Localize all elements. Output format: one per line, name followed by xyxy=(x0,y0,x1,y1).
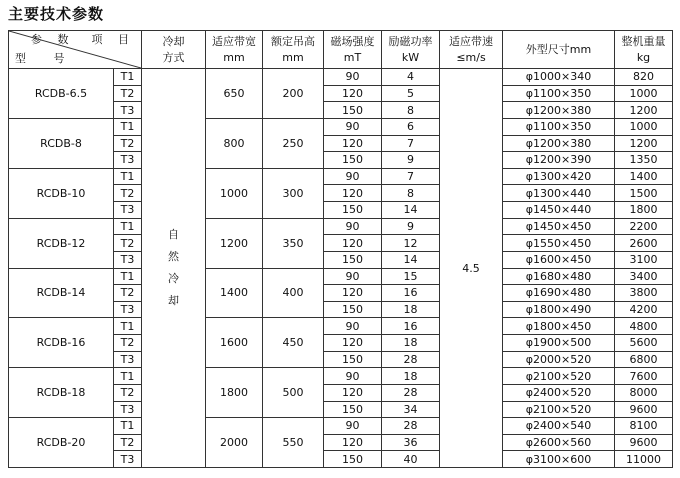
field-strength-cell: 90 xyxy=(324,268,382,285)
grade-cell: T2 xyxy=(114,434,142,451)
weight-cell: 4200 xyxy=(615,301,673,318)
grade-cell: T2 xyxy=(114,85,142,102)
header-dimensions: 外型尺寸mm xyxy=(503,31,615,69)
power-cell: 40 xyxy=(382,451,440,468)
cooling-char: 冷 xyxy=(168,272,179,285)
field-strength-cell: 120 xyxy=(324,285,382,302)
field-strength-cell: 90 xyxy=(324,318,382,335)
field-strength-cell: 150 xyxy=(324,451,382,468)
grade-cell: T3 xyxy=(114,401,142,418)
dimension-cell: φ2100×520 xyxy=(503,401,615,418)
field-strength-cell: 90 xyxy=(324,118,382,135)
dimension-cell: φ1000×340 xyxy=(503,69,615,86)
field-strength-cell: 150 xyxy=(324,351,382,368)
power-cell: 9 xyxy=(382,218,440,235)
dimension-cell: φ1800×490 xyxy=(503,301,615,318)
table-row xyxy=(9,218,673,235)
header-field-strength: 磁场强度 mT xyxy=(324,31,382,69)
dimension-cell: φ1300×440 xyxy=(503,185,615,202)
dimension-cell: φ1600×450 xyxy=(503,251,615,268)
field-strength-cell: 90 xyxy=(324,69,382,86)
power-cell: 18 xyxy=(382,301,440,318)
dimension-cell: φ1200×380 xyxy=(503,102,615,119)
dimension-cell: φ3100×600 xyxy=(503,451,615,468)
page-title: 主要技术参数 xyxy=(8,5,105,23)
grade-cell: T1 xyxy=(114,118,142,135)
table-row xyxy=(9,69,673,86)
belt-width-cell: 800 xyxy=(206,118,263,168)
weight-cell: 2600 xyxy=(615,235,673,252)
grade-cell: T2 xyxy=(114,335,142,352)
model-name: RCDB-8 xyxy=(9,118,114,168)
power-cell: 36 xyxy=(382,434,440,451)
power-cell: 5 xyxy=(382,85,440,102)
weight-cell: 1800 xyxy=(615,202,673,219)
model-name: RCDB-10 xyxy=(9,168,114,218)
power-cell: 18 xyxy=(382,368,440,385)
header-params: 参 数 xyxy=(31,33,75,46)
power-cell: 8 xyxy=(382,102,440,119)
weight-cell: 1350 xyxy=(615,152,673,169)
power-cell: 16 xyxy=(382,318,440,335)
table-row xyxy=(9,368,673,385)
grade-cell: T3 xyxy=(114,451,142,468)
table-row xyxy=(9,118,673,135)
model-name: RCDB-6.5 xyxy=(9,69,114,119)
field-strength-cell: 120 xyxy=(324,384,382,401)
table-row xyxy=(9,268,673,285)
field-strength-cell: 120 xyxy=(324,335,382,352)
grade-cell: T1 xyxy=(114,268,142,285)
field-strength-cell: 90 xyxy=(324,168,382,185)
field-strength-cell: 90 xyxy=(324,218,382,235)
grade-cell: T2 xyxy=(114,384,142,401)
grade-cell: T1 xyxy=(114,168,142,185)
grade-cell: T2 xyxy=(114,235,142,252)
power-cell: 7 xyxy=(382,168,440,185)
header-model: 型 号 xyxy=(15,52,77,65)
field-strength-cell: 150 xyxy=(324,152,382,169)
weight-cell: 1000 xyxy=(615,118,673,135)
header-cooling: 冷却 方式 xyxy=(142,31,206,69)
weight-cell: 9600 xyxy=(615,434,673,451)
dimension-cell: φ2100×520 xyxy=(503,368,615,385)
table-row xyxy=(9,418,673,435)
belt-width-cell: 1800 xyxy=(206,368,263,418)
lift-height-cell: 200 xyxy=(263,69,324,119)
grade-cell: T3 xyxy=(114,301,142,318)
weight-cell: 8100 xyxy=(615,418,673,435)
power-cell: 28 xyxy=(382,351,440,368)
field-strength-cell: 120 xyxy=(324,85,382,102)
grade-cell: T3 xyxy=(114,351,142,368)
grade-cell: T2 xyxy=(114,185,142,202)
grade-cell: T1 xyxy=(114,368,142,385)
lift-height-cell: 250 xyxy=(263,118,324,168)
power-cell: 14 xyxy=(382,202,440,219)
cooling-char: 然 xyxy=(168,250,179,263)
header-power: 励磁功率 kW xyxy=(382,31,440,69)
dimension-cell: φ2000×520 xyxy=(503,351,615,368)
weight-cell: 1000 xyxy=(615,85,673,102)
weight-cell: 6800 xyxy=(615,351,673,368)
dimension-cell: φ1550×450 xyxy=(503,235,615,252)
lift-height-cell: 400 xyxy=(263,268,324,318)
weight-cell: 8000 xyxy=(615,384,673,401)
grade-cell: T3 xyxy=(114,202,142,219)
table-row xyxy=(9,168,673,185)
weight-cell: 820 xyxy=(615,69,673,86)
belt-speed-cell: 4.5 xyxy=(440,69,503,468)
header-row xyxy=(9,31,673,69)
power-cell: 9 xyxy=(382,152,440,169)
grade-cell: T1 xyxy=(114,418,142,435)
weight-cell: 1500 xyxy=(615,185,673,202)
power-cell: 16 xyxy=(382,285,440,302)
cooling-char: 自 xyxy=(168,228,179,241)
header-items: 项 目 xyxy=(91,33,135,46)
dimension-cell: φ1450×450 xyxy=(503,218,615,235)
spec-table xyxy=(8,30,673,468)
dimension-cell: φ1680×480 xyxy=(503,268,615,285)
dimension-cell: φ1300×420 xyxy=(503,168,615,185)
header-weight: 整机重量 kg xyxy=(615,31,673,69)
power-cell: 18 xyxy=(382,335,440,352)
weight-cell: 2200 xyxy=(615,218,673,235)
belt-width-cell: 1400 xyxy=(206,268,263,318)
power-cell: 7 xyxy=(382,135,440,152)
weight-cell: 1200 xyxy=(615,135,673,152)
model-name: RCDB-16 xyxy=(9,318,114,368)
model-name: RCDB-14 xyxy=(9,268,114,318)
field-strength-cell: 150 xyxy=(324,102,382,119)
weight-cell: 4800 xyxy=(615,318,673,335)
dimension-cell: φ1100×350 xyxy=(503,118,615,135)
belt-width-cell: 2000 xyxy=(206,418,263,468)
weight-cell: 9600 xyxy=(615,401,673,418)
header-belt-width: 适应带宽 mm xyxy=(206,31,263,69)
grade-cell: T3 xyxy=(114,251,142,268)
weight-cell: 5600 xyxy=(615,335,673,352)
dimension-cell: φ2400×540 xyxy=(503,418,615,435)
dimension-cell: φ1800×450 xyxy=(503,318,615,335)
grade-cell: T3 xyxy=(114,152,142,169)
grade-cell: T1 xyxy=(114,69,142,86)
weight-cell: 7600 xyxy=(615,368,673,385)
dimension-cell: φ1450×440 xyxy=(503,202,615,219)
weight-cell: 3400 xyxy=(615,268,673,285)
model-name: RCDB-20 xyxy=(9,418,114,468)
lift-height-cell: 500 xyxy=(263,368,324,418)
header-lift-height: 额定吊高 mm xyxy=(263,31,324,69)
lift-height-cell: 450 xyxy=(263,318,324,368)
power-cell: 12 xyxy=(382,235,440,252)
model-name: RCDB-12 xyxy=(9,218,114,268)
field-strength-cell: 150 xyxy=(324,202,382,219)
field-strength-cell: 120 xyxy=(324,135,382,152)
power-cell: 28 xyxy=(382,384,440,401)
dimension-cell: φ2400×520 xyxy=(503,384,615,401)
power-cell: 28 xyxy=(382,418,440,435)
weight-cell: 3100 xyxy=(615,251,673,268)
header-belt-speed: 适应带速 ≤m/s xyxy=(440,31,503,69)
belt-width-cell: 650 xyxy=(206,69,263,119)
belt-width-cell: 1200 xyxy=(206,218,263,268)
field-strength-cell: 150 xyxy=(324,251,382,268)
cooling-char: 却 xyxy=(168,294,179,307)
grade-cell: T2 xyxy=(114,135,142,152)
field-strength-cell: 90 xyxy=(324,368,382,385)
dimension-cell: φ2600×560 xyxy=(503,434,615,451)
field-strength-cell: 120 xyxy=(324,434,382,451)
grade-cell: T3 xyxy=(114,102,142,119)
lift-height-cell: 300 xyxy=(263,168,324,218)
weight-cell: 1200 xyxy=(615,102,673,119)
dimension-cell: φ1100×350 xyxy=(503,85,615,102)
field-strength-cell: 90 xyxy=(324,418,382,435)
field-strength-cell: 150 xyxy=(324,401,382,418)
power-cell: 4 xyxy=(382,69,440,86)
dimension-cell: φ1200×390 xyxy=(503,152,615,169)
dimension-cell: φ1200×380 xyxy=(503,135,615,152)
lift-height-cell: 550 xyxy=(263,418,324,468)
weight-cell: 1400 xyxy=(615,168,673,185)
weight-cell: 3800 xyxy=(615,285,673,302)
belt-width-cell: 1600 xyxy=(206,318,263,368)
belt-width-cell: 1000 xyxy=(206,168,263,218)
dimension-cell: φ1900×500 xyxy=(503,335,615,352)
power-cell: 8 xyxy=(382,185,440,202)
power-cell: 15 xyxy=(382,268,440,285)
field-strength-cell: 150 xyxy=(324,301,382,318)
power-cell: 14 xyxy=(382,251,440,268)
power-cell: 34 xyxy=(382,401,440,418)
grade-cell: T1 xyxy=(114,318,142,335)
grade-cell: T1 xyxy=(114,218,142,235)
table-row xyxy=(9,318,673,335)
header-diagonal-cell xyxy=(9,31,142,69)
field-strength-cell: 120 xyxy=(324,185,382,202)
field-strength-cell: 120 xyxy=(324,235,382,252)
power-cell: 6 xyxy=(382,118,440,135)
cooling-method-cell xyxy=(142,69,206,468)
weight-cell: 11000 xyxy=(615,451,673,468)
model-name: RCDB-18 xyxy=(9,368,114,418)
dimension-cell: φ1690×480 xyxy=(503,285,615,302)
lift-height-cell: 350 xyxy=(263,218,324,268)
grade-cell: T2 xyxy=(114,285,142,302)
